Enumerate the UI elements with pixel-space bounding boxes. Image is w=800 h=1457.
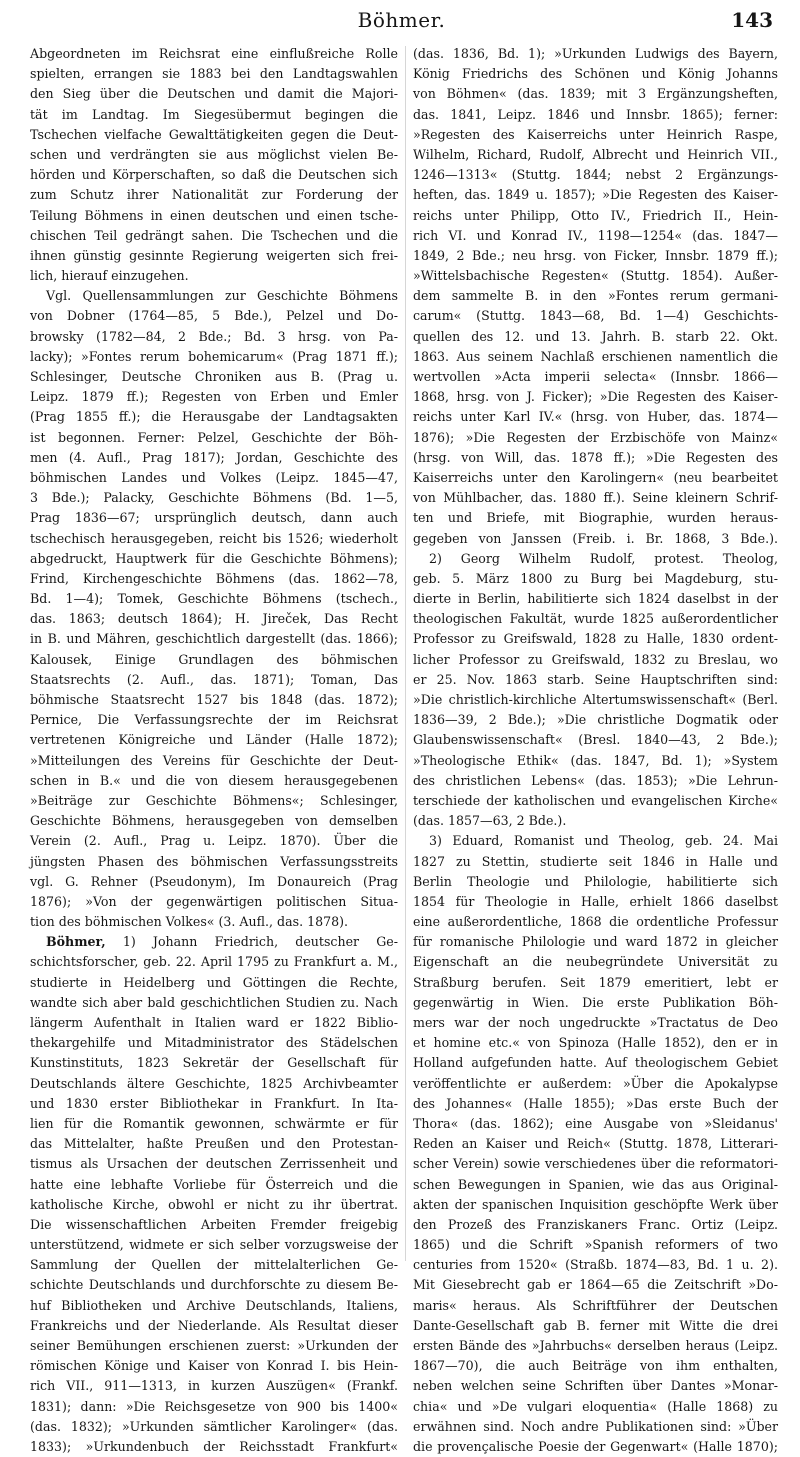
text-line: Kaiserreichs unter den Karolingern« (neu bearbeitet bbox=[413, 469, 778, 485]
text-line: katholische Kirche, obwohl er nicht zu ihr übertrat. bbox=[30, 1196, 398, 1212]
entry-headword: Böhmer, bbox=[46, 934, 106, 950]
text-line: Berlin Theologie und Philologie, habilitierte sich bbox=[413, 873, 778, 889]
text-line: Reden an Kaiser und Reich« (Stuttg. 1878, Litterari- bbox=[413, 1136, 778, 1152]
text-line: Eigenschaft an die neubegründete Universität zu bbox=[413, 954, 778, 970]
text-line: (hrsg. von Will, das. 1878 ff.); »Die Regesten des bbox=[413, 449, 778, 465]
text-line: den Prozeß des Franziskaners Franc. Ortiz (Leipz. bbox=[413, 1216, 778, 1232]
text-line: Wilhelm, Richard, Rudolf, Albrecht und Heinrich VII., bbox=[413, 146, 778, 162]
text-line: Professor zu Greifswald, 1828 zu Halle, 1830 ordent- bbox=[413, 631, 778, 647]
text-line: 1865) und die Schrift »Spanish reformers of two bbox=[413, 1237, 778, 1253]
text-line: chischen Teil gedrängt sahen. Die Tschechen und die bbox=[30, 227, 398, 243]
text-line: (das. 1832); »Urkunden sämtlicher Karolinger« (das. bbox=[30, 1418, 398, 1434]
text-line: Pernice, Die Verfassungsrechte der im Reichsrat bbox=[30, 712, 398, 728]
text-line: ten und Briefe, mit Biographie, wurden heraus- bbox=[413, 510, 778, 526]
right-text-column bbox=[413, 44, 778, 1454]
text-line: hatte eine lebhafte Vorliebe für Österreich und die bbox=[30, 1176, 398, 1192]
text-line: das. 1863; deutsch 1864); H. Jireček, Das Recht bbox=[30, 611, 398, 627]
text-line: schichte Deutschlands und durchforschte zu diesem Be- bbox=[30, 1277, 398, 1293]
text-line: lacky); »Fontes rerum bohemicarum« (Prag 1871 ff.); bbox=[30, 348, 398, 364]
text-line: chia« und »De vulgari eloquentia« (Halle 1868) zu bbox=[413, 1398, 778, 1414]
text-line: König Friedrichs des Schönen und König Johanns bbox=[413, 66, 778, 82]
text-line: neben welchen seine Schriften über Dantes »Monar- bbox=[413, 1378, 778, 1394]
text-line: dierte in Berlin, habilitierte sich 1824 daselbst in der bbox=[413, 591, 778, 607]
text-line: et homine etc.« von Spinoza (Halle 1852), den er in bbox=[413, 1035, 778, 1051]
text-line: er 25. Nov. 1863 starb. Seine Hauptschriften sind: bbox=[413, 671, 778, 687]
text-line: Sammlung der Quellen der mittelalterlichen Ge- bbox=[30, 1257, 398, 1273]
text-line: 1868, hrsg. von J. Ficker); »Die Regesten des Kaiser- bbox=[413, 389, 778, 405]
text-line: von Dobner (1764—85, 5 Bde.), Pelzel und Do- bbox=[30, 308, 398, 324]
text-line: schichtsforscher, geb. 22. April 1795 zu Frankfurt a. M., bbox=[30, 954, 398, 970]
text-line: gegenwärtig in Wien. Die erste Publikation Böh- bbox=[413, 994, 778, 1010]
text-line: tion des böhmischen Volkes« (3. Aufl., das. 1878). bbox=[30, 914, 349, 930]
text-line: die provençalische Poesie der Gegenwart« (Halle 1870); bbox=[413, 1438, 778, 1454]
text-line: »Beiträge zur Geschichte Böhmens«; Schlesinger, bbox=[30, 792, 398, 808]
text-line: lien für die Romantik gewonnen, schwärmte er für bbox=[30, 1115, 398, 1131]
text-line: Leipz. 1879 ff.); Regesten von Erben und Emler bbox=[30, 389, 398, 405]
text-line: tät im Landtag. Im Siegesübermut begingen die bbox=[30, 106, 398, 122]
text-line: Straßburg berufen. Seit 1879 emeritiert, lebt er bbox=[413, 974, 778, 990]
text-line: den Sieg über die Deutschen und damit die Majori- bbox=[30, 86, 398, 102]
text-line: seiner Bemühungen erschienen zuerst: »Urkunden der bbox=[30, 1338, 398, 1353]
text-line: Frind, Kirchengeschichte Böhmens (das. 1862—78, bbox=[30, 570, 398, 586]
text-line: 1876); »Die Regesten der Erzbischöfe von Mainz« bbox=[413, 429, 778, 445]
text-line: Thora« (das. 1862); eine Ausgabe von »Sleidanus' bbox=[413, 1115, 778, 1131]
text-line: Glaubenswissenschaft« (Bresl. 1840—43, 2 Bde.); bbox=[413, 732, 778, 748]
text-line: ist begonnen. Ferner: Pelzel, Geschichte der Böh- bbox=[30, 429, 398, 445]
text-line: quellen des 12. und 13. Jahrh. B. starb 22. Okt. bbox=[413, 328, 778, 344]
text-line: Kalousek, Einige Grundlagen des böhmischen bbox=[30, 651, 398, 667]
text-line: 1867—70), die auch Beiträge von ihm enthalten, bbox=[413, 1358, 778, 1374]
text-line: Bd. 1—4); Tomek, Geschichte Böhmens (tschech., bbox=[30, 591, 398, 607]
text-line: browsky (1782—84, 2 Bde.; Bd. 3 hrsg. von Pa- bbox=[30, 328, 398, 344]
text-line: Prag 1836—67; ursprünglich deutsch, dann auch bbox=[30, 510, 398, 526]
text-line: »Die christlich-kirchliche Altertumswissenschaft« (Berl. bbox=[413, 692, 778, 707]
text-line: 1849, 2 Bde.; neu hrsg. von Ficker, Innsbr. 1879 ff.); bbox=[413, 247, 778, 263]
text-line: licher Professor zu Greifswald, 1832 zu Breslau, wo bbox=[413, 651, 778, 667]
text-line: 1863. Aus seinem Nachlaß erschienen namentlich die bbox=[413, 348, 778, 364]
text-line: von Mühlbacher, das. 1880 ff.). Seine kleinern Schrif- bbox=[413, 490, 778, 506]
text-line: 1827 zu Stettin, studierte seit 1846 in Halle und bbox=[413, 853, 778, 869]
text-line: tschechisch herausgegeben, reicht bis 1526; wiederholt bbox=[30, 530, 398, 546]
text-line: erwähnen sind. Noch andre Publikationen sind: »Über bbox=[413, 1418, 778, 1434]
text-line: akten der spanischen Inquisition geschöpfte Werk über bbox=[413, 1196, 778, 1212]
text-line: theologischen Fakultät, wurde 1825 außerordentlicher bbox=[413, 611, 778, 627]
text-line: 1246—1313« (Stuttg. 1844; nebst 2 Ergänzungs- bbox=[413, 167, 778, 183]
text-line: heften, das. 1849 u. 1857); »Die Regesten des Kaiser- bbox=[413, 187, 778, 203]
text-line: Tschechen vielfache Gewalttätigkeiten gegen die Deut- bbox=[30, 126, 398, 142]
text-line: mers war der noch ungedruckte »Tractatus de Deo bbox=[413, 1015, 778, 1030]
text-line: gegeben von Janssen (Freib. i. Br. 1868, 3 Bde.). bbox=[413, 530, 778, 546]
text-line: veröffentlichte er außerdem: »Über die Apokalypse bbox=[413, 1075, 778, 1091]
text-line: und 1830 erster Bibliothekar in Frankfurt. In Ita- bbox=[30, 1095, 398, 1111]
running-head: Böhmer. bbox=[357, 8, 446, 32]
text-line: 1836—39, 2 Bde.); »Die christliche Dogmatik oder bbox=[413, 712, 778, 728]
text-line: Teilung Böhmens in einen deutschen und einen tsche- bbox=[30, 207, 398, 223]
text-line: ihnen günstig gesinnte Regierung weigerten sich frei- bbox=[30, 247, 398, 263]
text-line: reichs unter Karl IV.« (hrsg. von Huber, das. 1874— bbox=[413, 409, 778, 425]
text-line: schen Bewegungen in Spanien, wie das aus Original- bbox=[413, 1176, 778, 1192]
text-line: Geschichte Böhmens, herausgegeben von demselben bbox=[30, 813, 398, 829]
text-line: für romanische Philologie und ward 1872 in gleicher bbox=[413, 934, 778, 950]
text-line: maris« heraus. Als Schriftführer der Deutschen bbox=[413, 1297, 778, 1313]
text-line: Frankreichs und der Niederlande. Als Resultat dieser bbox=[30, 1317, 398, 1333]
text-line: 2) Georg Wilhelm Rudolf, protest. Theolog, bbox=[429, 550, 778, 566]
text-line: Dante-Gesellschaft gab B. ferner mit Witte die drei bbox=[413, 1317, 778, 1333]
text-line: Staatsrechts (2. Aufl., das. 1871); Toman, Das bbox=[30, 671, 398, 687]
text-line: wandte sich aber bald geschichtlichen Studien zu. Nach bbox=[30, 994, 398, 1010]
text-line: in B. und Mähren, geschichtlich dargestellt (das. 1866); bbox=[30, 631, 398, 647]
text-line: Die wissenschaftlichen Arbeiten Fremder freigebig bbox=[30, 1216, 398, 1232]
text-line: men (4. Aufl., Prag 1817); Jordan, Geschichte des bbox=[30, 449, 398, 465]
text-line: »Mitteilungen des Vereins für Geschichte der Deut- bbox=[30, 752, 398, 768]
text-line: ersten Bände des »Jahrbuchs« derselben heraus (Leipz. bbox=[413, 1338, 778, 1353]
text-line: des christlichen Lebens« (das. 1853); »Die Lehrun- bbox=[413, 772, 778, 788]
text-line: zum Schutz ihrer Nationalität zur Forderung der bbox=[30, 187, 398, 203]
text-line: dem sammelte B. in den »Fontes rerum germani- bbox=[413, 288, 778, 304]
text-line: Abgeordneten im Reichsrat eine einflußreiche Rolle bbox=[30, 46, 398, 61]
text-line: 3 Bde.); Palacky, Geschichte Böhmens (Bd. 1—5, bbox=[30, 490, 398, 506]
text-line: Verein (2. Aufl., Prag u. Leipz. 1870). Über die bbox=[30, 833, 398, 849]
text-line: thekargehilfe und Mitadministrator des Städelschen bbox=[30, 1035, 398, 1051]
text-line: rich VI. und Konrad IV., 1198—1254« (das. 1847— bbox=[413, 227, 778, 243]
text-line: geb. 5. März 1800 zu Burg bei Magdeburg, stu- bbox=[413, 570, 778, 586]
text-line: das Mittelalter, haßte Preußen und den Protestan- bbox=[30, 1136, 398, 1152]
text-line: 1854 für Theologie in Halle, erhielt 1866 daselbst bbox=[413, 893, 778, 909]
text-line: unterstützend, widmete er sich selber vorzugsweise der bbox=[30, 1237, 398, 1253]
text-line: abgedruckt, Hauptwerk für die Geschichte Böhmens); bbox=[30, 550, 398, 566]
text-line: centuries from 1520« (Straßb. 1874—83, Bd. 1 u. 2). bbox=[413, 1257, 778, 1273]
text-line: (das. 1857—63, 2 Bde.). bbox=[413, 813, 567, 829]
text-line: terschiede der katholischen und evangelischen Kirche« bbox=[413, 792, 778, 808]
text-line: des Johannes« (Halle 1855); »Das erste Buch der bbox=[413, 1095, 778, 1111]
text-line: (Prag 1855 ff.); die Herausgabe der Landtagsakten bbox=[30, 409, 398, 425]
text-line: schen und verdrängten sie aus möglichst vielen Be- bbox=[30, 146, 398, 162]
text-line: Böhmer, 1) Johann Friedrich, deutscher Ge- bbox=[46, 934, 398, 950]
left-text-column bbox=[30, 44, 398, 1454]
text-line: Vgl. Quellensammlungen zur Geschichte Böhmens bbox=[46, 288, 398, 304]
text-line: (das. 1836, Bd. 1); »Urkunden Ludwigs des Bayern, bbox=[413, 46, 778, 61]
text-line: wertvollen »Acta imperii selecta« (Innsbr. 1866— bbox=[413, 369, 778, 384]
text-line: böhmischen Landes und Volkes (Leipz. 1845—47, bbox=[30, 469, 398, 485]
text-line: tismus als Ursachen der deutschen Zerrissenheit und bbox=[30, 1156, 398, 1172]
text-line: »Regesten des Kaiserreichs unter Heinrich Raspe, bbox=[413, 126, 778, 142]
text-line: »Theologische Ethik« (das. 1847, Bd. 1); »System bbox=[413, 752, 778, 768]
text-line: Schlesinger, Deutsche Chroniken aus B. (Prag u. bbox=[30, 369, 398, 384]
text-line: römischen Könige und Kaiser von Konrad I. bis Hein- bbox=[30, 1358, 398, 1374]
text-line: böhmische Staatsrecht 1527 bis 1848 (das. 1872); bbox=[30, 692, 398, 707]
text-line: studierte in Heidelberg und Göttingen die Rechte, bbox=[30, 974, 398, 990]
text-line: Holland aufgefunden hatte. Auf theologischem Gebiet bbox=[413, 1055, 778, 1071]
text-line: jüngsten Phasen des böhmischen Verfassungsstreits bbox=[30, 853, 398, 869]
page-header bbox=[30, 8, 773, 36]
text-line: reichs unter Philipp, Otto IV., Friedrich II., Hein- bbox=[413, 207, 778, 223]
text-line: eine außerordentliche, 1868 die ordentliche Professur bbox=[413, 914, 778, 930]
text-line: vertretenen Königreiche und Länder (Halle 1872); bbox=[30, 732, 398, 748]
text-line: von Böhmen« (das. 1839; mit 3 Ergänzungsheften, bbox=[413, 86, 778, 102]
text-line: hörden und Körperschaften, so daß die Deutschen sich bbox=[30, 167, 398, 183]
text-line: 3) Eduard, Romanist und Theolog, geb. 24. Mai bbox=[429, 833, 778, 849]
text-line: »Wittelsbachische Regesten« (Stuttg. 1854). Außer- bbox=[413, 268, 778, 284]
text-line: vgl. G. Rehner (Pseudonym), Im Donaureich (Prag bbox=[30, 873, 398, 889]
text-line: scher Verein) sowie verschiedenes über die reformatori- bbox=[413, 1156, 778, 1172]
text-line: Deutschlands ältere Geschichte, 1825 Archivbeamter bbox=[30, 1075, 398, 1091]
text-line: 1831); dann: »Die Reichsgesetze von 900 bis 1400« bbox=[30, 1398, 398, 1414]
text-line: huf Bibliotheken und Archive Deutschlands, Italiens, bbox=[30, 1297, 398, 1313]
text-line: längerm Aufenthalt in Italien ward er 1822 Biblio- bbox=[30, 1015, 398, 1030]
text-line: Mit Giesebrecht gab er 1864—65 die Zeitschrift »Do- bbox=[413, 1277, 778, 1293]
text-line: 1876); »Von der gegenwärtigen politischen Situa- bbox=[30, 893, 398, 909]
text-line: das. 1841, Leipz. 1846 und Innsbr. 1865); ferner: bbox=[413, 106, 778, 122]
column-divider bbox=[405, 46, 406, 1261]
text-line: Kunstinstituts, 1823 Sekretär der Gesellschaft für bbox=[30, 1055, 398, 1071]
text-line: 1833); »Urkundenbuch der Reichsstadt Frankfurt« bbox=[30, 1438, 398, 1454]
text-line: rich VII., 911—1313, in kurzen Auszügen« (Frankf. bbox=[30, 1378, 398, 1394]
page-number: 143 bbox=[731, 8, 773, 32]
text-line: schen in B.« und die von diesem herausgegebenen bbox=[30, 772, 398, 788]
text-line: lich, hierauf einzugehen. bbox=[30, 268, 189, 284]
text-line: carum« (Stuttg. 1843—68, Bd. 1—4) Geschichts- bbox=[413, 308, 778, 324]
text-line: spielten, errangen sie 1883 bei den Landtagswahlen bbox=[30, 66, 398, 82]
